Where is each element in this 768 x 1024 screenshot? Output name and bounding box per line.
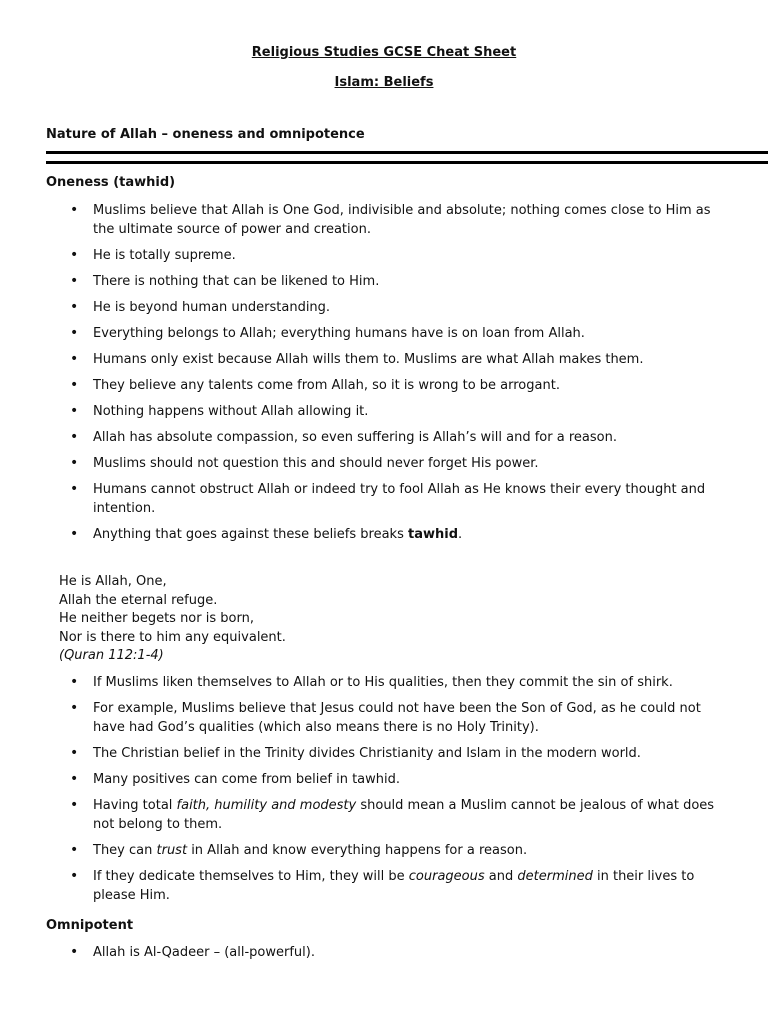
- omnipotent-list: [46, 943, 726, 969]
- oneness-list: [46, 201, 726, 551]
- verse-line: Allah the eternal refuge.: [59, 592, 218, 608]
- verse-line: He neither begets nor is born,: [59, 611, 254, 626]
- list-item: • Humans cannot obstruct Allah or indeed try to fool Allah as He knows their every thought and intention.: [46, 480, 726, 518]
- item-text: If they dedicate themselves to Him, they will be: [93, 869, 409, 884]
- list-item: • Muslims should not question this and should never forget His power.: [46, 454, 726, 473]
- list-item: • Nothing happens without Allah allowing it.: [46, 402, 726, 421]
- list-item: • Everything belongs to Allah; everything humans have is on loan from Allah.: [46, 324, 726, 343]
- list-item: • If Muslims liken themselves to Allah or to His qualities, then they commit the sin of shirk.: [46, 673, 726, 692]
- divider-bottom: [46, 161, 768, 164]
- list-item: [46, 841, 726, 860]
- list-item: • He is totally supreme.: [46, 246, 726, 265]
- item-text: Anything that goes against these beliefs breaks: [93, 527, 408, 542]
- item-text: .: [458, 527, 463, 542]
- list-item: • Muslims believe that Allah is One God, indivisible and absolute; nothing comes close to Him as the ultimate source of power and creation.: [46, 201, 726, 239]
- item-text: and: [484, 869, 518, 884]
- shirk-list: [46, 673, 726, 912]
- list-item: • They believe any talents come from Allah, so it is wrong to be arrogant.: [46, 376, 726, 395]
- list-item: • Allah is Al-Qadeer – (all-powerful).: [46, 943, 726, 962]
- document-subtitle: Islam: Beliefs: [334, 75, 434, 90]
- tawhid-term: tawhid: [407, 527, 458, 542]
- verse-line: Nor is there to him any equivalent.: [59, 629, 286, 645]
- list-item: • For example, Muslims believe that Jesus could not have been the Son of God, as he could not have had God’s qualities (which also means there is no Holy Trinity).: [46, 699, 726, 737]
- list-item: • Many positives can come from belief in tawhid.: [46, 770, 726, 789]
- item-text: in Allah and know everything happens for a reason.: [187, 843, 528, 858]
- document-title: Religious Studies GCSE Cheat Sheet: [251, 45, 517, 60]
- oneness-heading: Oneness (tawhid): [46, 175, 176, 190]
- list-item: [46, 867, 726, 905]
- list-item: • There is nothing that can be likened to Him.: [46, 272, 726, 291]
- item-text: They can: [93, 843, 157, 858]
- list-item: • The Christian belief in the Trinity divides Christianity and Islam in the modern world.: [46, 744, 726, 763]
- emphasis-text: trust: [156, 843, 188, 858]
- omnipotent-heading: Omnipotent: [46, 918, 134, 933]
- divider-top: [46, 151, 768, 154]
- emphasis-text: determined: [517, 869, 593, 884]
- list-item: • Allah has absolute compassion, so even suffering is Allah’s will and for a reason.: [46, 428, 726, 447]
- verse-line: He is Allah, One,: [59, 574, 167, 589]
- item-text: should mean a Muslim cannot be jealous of what does not belong to them.: [93, 798, 715, 832]
- item-text: in their lives to please Him.: [93, 869, 695, 903]
- verse-citation: (Quran 112:1-4): [59, 648, 164, 663]
- list-item: [46, 796, 726, 834]
- quran-verse: [59, 573, 286, 666]
- list-item: • He is beyond human understanding.: [46, 298, 726, 317]
- item-text: Having total: [93, 798, 177, 813]
- list-item: [46, 525, 726, 544]
- section-heading: Nature of Allah – oneness and omnipotence: [46, 127, 365, 142]
- emphasis-text: faith, humility and modesty: [176, 798, 357, 813]
- emphasis-text: courageous: [408, 869, 485, 884]
- list-item: • Humans only exist because Allah wills them to. Muslims are what Allah makes them.: [46, 350, 726, 369]
